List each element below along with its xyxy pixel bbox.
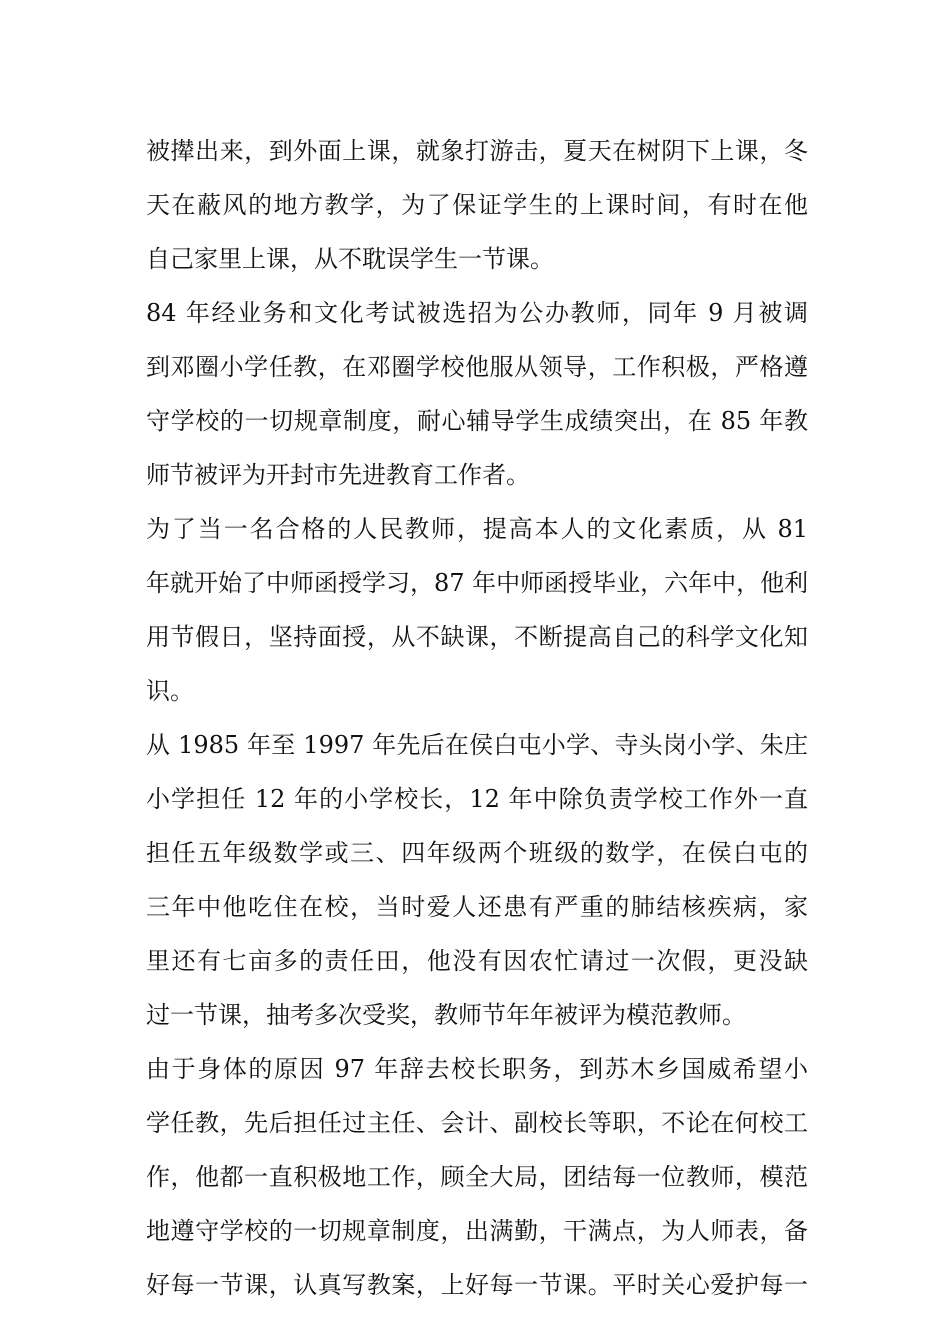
text-line: 84 年经业务和文化考试被选招为公办教师，同年 9 月被调 <box>146 299 808 327</box>
text-line: 地遵守学校的一切规章制度，出满勤，干满点，为人师表，备 <box>146 1217 808 1245</box>
text-line: 过一节课，抽考多次受奖，教师节年年被评为模范教师。 <box>146 1001 746 1029</box>
text-line: 作，他都一直积极地工作，顾全大局，团结每一位教师，模范 <box>146 1163 808 1191</box>
text-line: 自己家里上课，从不耽误学生一节课。 <box>146 245 554 273</box>
document-body <box>146 124 808 1312</box>
text-line: 由于身体的原因 97 年辞去校长职务，到苏木乡国威希望小 <box>146 1055 808 1083</box>
text-line: 三年中他吃住在校，当时爱人还患有严重的肺结核疾病，家 <box>146 893 808 921</box>
text-line: 守学校的一切规章制度，耐心辅导学生成绩突出，在 85 年教 <box>146 407 808 435</box>
text-line: 年就开始了中师函授学习，87 年中师函授毕业，六年中，他利 <box>146 569 809 597</box>
text-line: 天在蔽风的地方教学，为了保证学生的上课时间，有时在他 <box>146 191 808 219</box>
text-line: 识。 <box>146 677 194 705</box>
text-line: 到邓圈小学任教，在邓圈学校他服从领导，工作积极，严格遵 <box>146 353 808 381</box>
text-line: 从 1985 年至 1997 年先后在侯白屯小学、寺头岗小学、朱庄 <box>146 731 808 759</box>
text-line: 里还有七亩多的责任田，他没有因农忙请过一次假，更没缺 <box>146 947 808 975</box>
text-line: 被撵出来，到外面上课，就象打游击，夏天在树阴下上课，冬 <box>146 137 808 165</box>
text-line: 为了当一名合格的人民教师，提高本人的文化素质，从 81 <box>146 515 808 543</box>
text-line: 好每一节课，认真写教案，上好每一节课。平时关心爱护每一 <box>146 1271 808 1299</box>
text-line: 学任教，先后担任过主任、会计、副校长等职，不论在何校工 <box>146 1109 808 1137</box>
text-line: 师节被评为开封市先进教育工作者。 <box>146 461 530 489</box>
text-line: 小学担任 12 年的小学校长，12 年中除负责学校工作外一直 <box>146 785 808 813</box>
text-line: 用节假日，坚持面授，从不缺课，不断提高自己的科学文化知 <box>146 623 808 651</box>
text-line: 担任五年级数学或三、四年级两个班级的数学，在侯白屯的 <box>146 839 808 867</box>
